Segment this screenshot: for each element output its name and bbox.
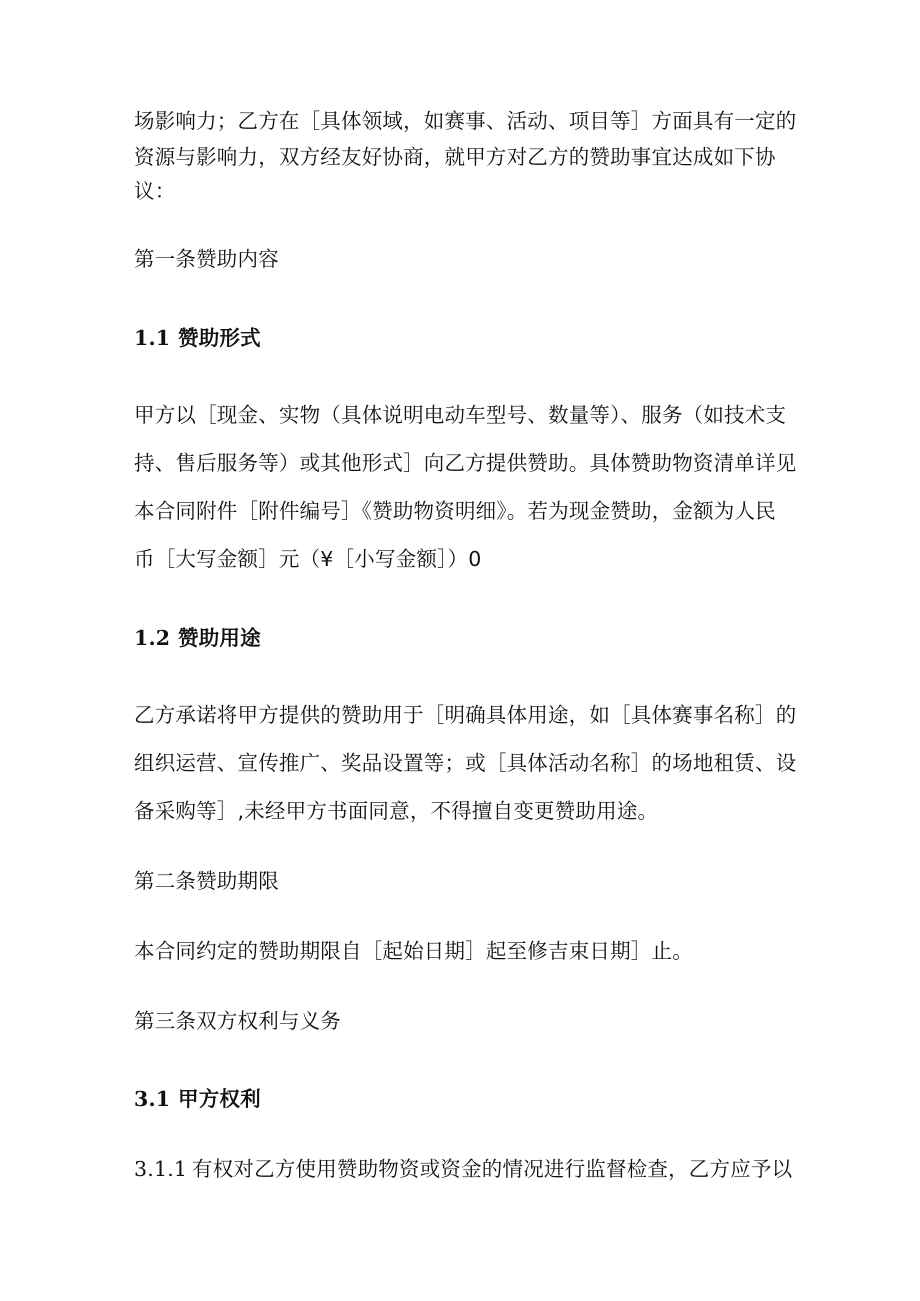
intro-line-1: 场影响力；乙方在［具体领域，如赛事、活动、项目等］方面具有一定的 [134,109,797,133]
section-1-1-heading [134,321,794,355]
paragraph-line: 币［大写金额］元（¥［小写金额］）0 [134,547,482,571]
article-1-title: 第一条赞助内容 [134,247,279,271]
paragraph-line: 本合同附件［附件编号］《赞助物资明细》。若为现金赞助，金额为人民 [134,499,776,523]
paragraph-line: 持、售后服务等）或其他形式］向乙方提供赞助。具体赞助物资清单详见 [134,451,797,475]
article-2-text: 本合同约定的赞助期限自［起始日期］起至修吉束日期］止。 [134,939,693,963]
section-3-1-heading [134,1082,794,1116]
paragraph-line: 备采购等］,未经甲方书面同意，不得擅自变更赞助用途。 [134,799,659,823]
paragraph-line: 乙方承诺将甲方提供的赞助用于［明确具体用途，如［具体赛事名称］的 [134,703,797,727]
clause-text: 有权对乙方使用赞助物资或资金的情况进行监督检查，乙方应予以 [192,1157,793,1181]
section-1-2-heading [134,621,794,655]
intro-line-3: 议： [134,179,176,203]
paragraph-line: 甲方以［现金、实物（具体说明电动车型号、数量等）、服务（如技术支 [134,403,787,427]
section-number: 1.2 [134,626,171,650]
article-2-title: 第二条赞助期限 [134,869,279,893]
section-title: 赞助用途 [178,626,261,650]
clause-number: 3.1.1 [134,1157,188,1181]
section-title: 赞助形式 [178,326,261,350]
section-number: 3.1 [134,1087,171,1111]
section-title: 甲方权利 [178,1087,261,1111]
intro-line-2: 资源与影响力，双方经友好协商，就甲方对乙方的赞助事宜达成如下协 [134,145,776,169]
clause-3-1-1 [134,1152,794,1186]
section-number: 1.1 [134,326,171,350]
paragraph-line: 组织运营、宣传推广、奖品设置等；或［具体活动名称］的场地租赁、设 [134,751,797,775]
article-3-title: 第三条双方权利与义务 [134,1009,341,1033]
